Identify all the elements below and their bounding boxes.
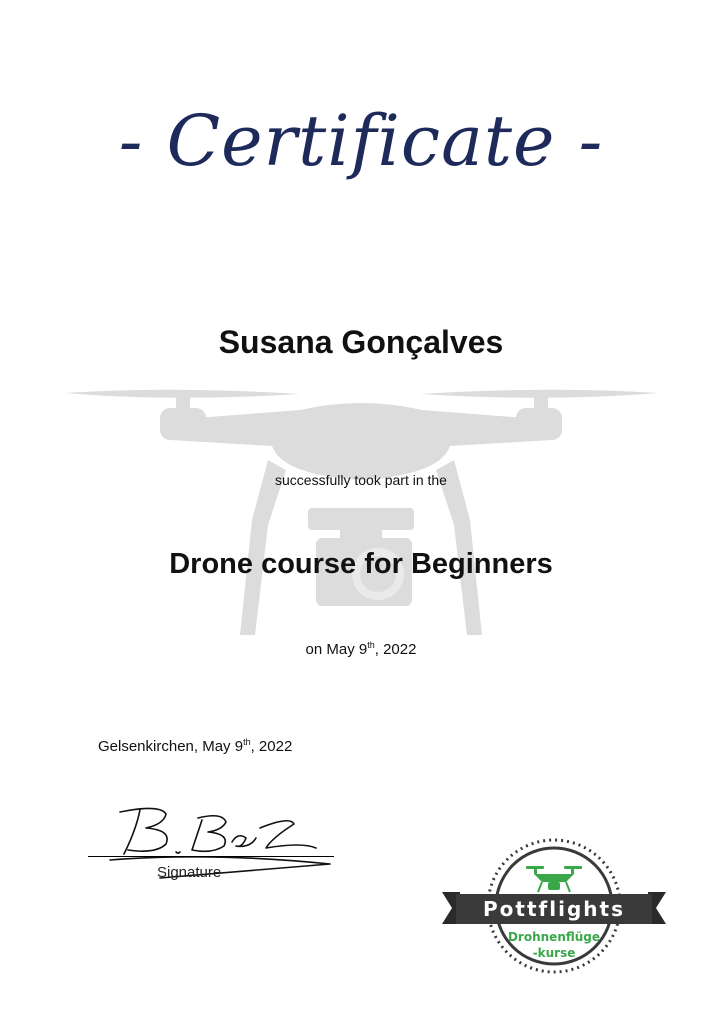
logo-line2: -kurse	[532, 946, 576, 960]
course-date	[0, 641, 722, 658]
course-name: Drone course for Beginners	[169, 548, 553, 580]
pottflights-logo	[438, 836, 670, 976]
place-and-date	[98, 738, 292, 755]
signature-line	[88, 856, 334, 857]
course-date-prefix: on May 9	[305, 641, 368, 658]
place-date-ordinal: th	[243, 737, 251, 747]
logo-line1: Drohnenflüge	[507, 930, 601, 944]
signature-label: Signature	[157, 864, 222, 881]
course-date-suffix: , 2022	[374, 641, 417, 658]
logo-brand: Pottflights	[483, 897, 625, 921]
recipient-name: Susana Gonçalves	[218, 324, 504, 360]
place-date-suffix: , 2022	[250, 738, 293, 755]
certificate-title: - Certificate -	[118, 100, 604, 182]
place-date-prefix: Gelsenkirchen, May 9	[98, 738, 244, 755]
participation-text: successfully took part in the	[275, 472, 447, 488]
course-date-ordinal: th	[367, 640, 375, 650]
